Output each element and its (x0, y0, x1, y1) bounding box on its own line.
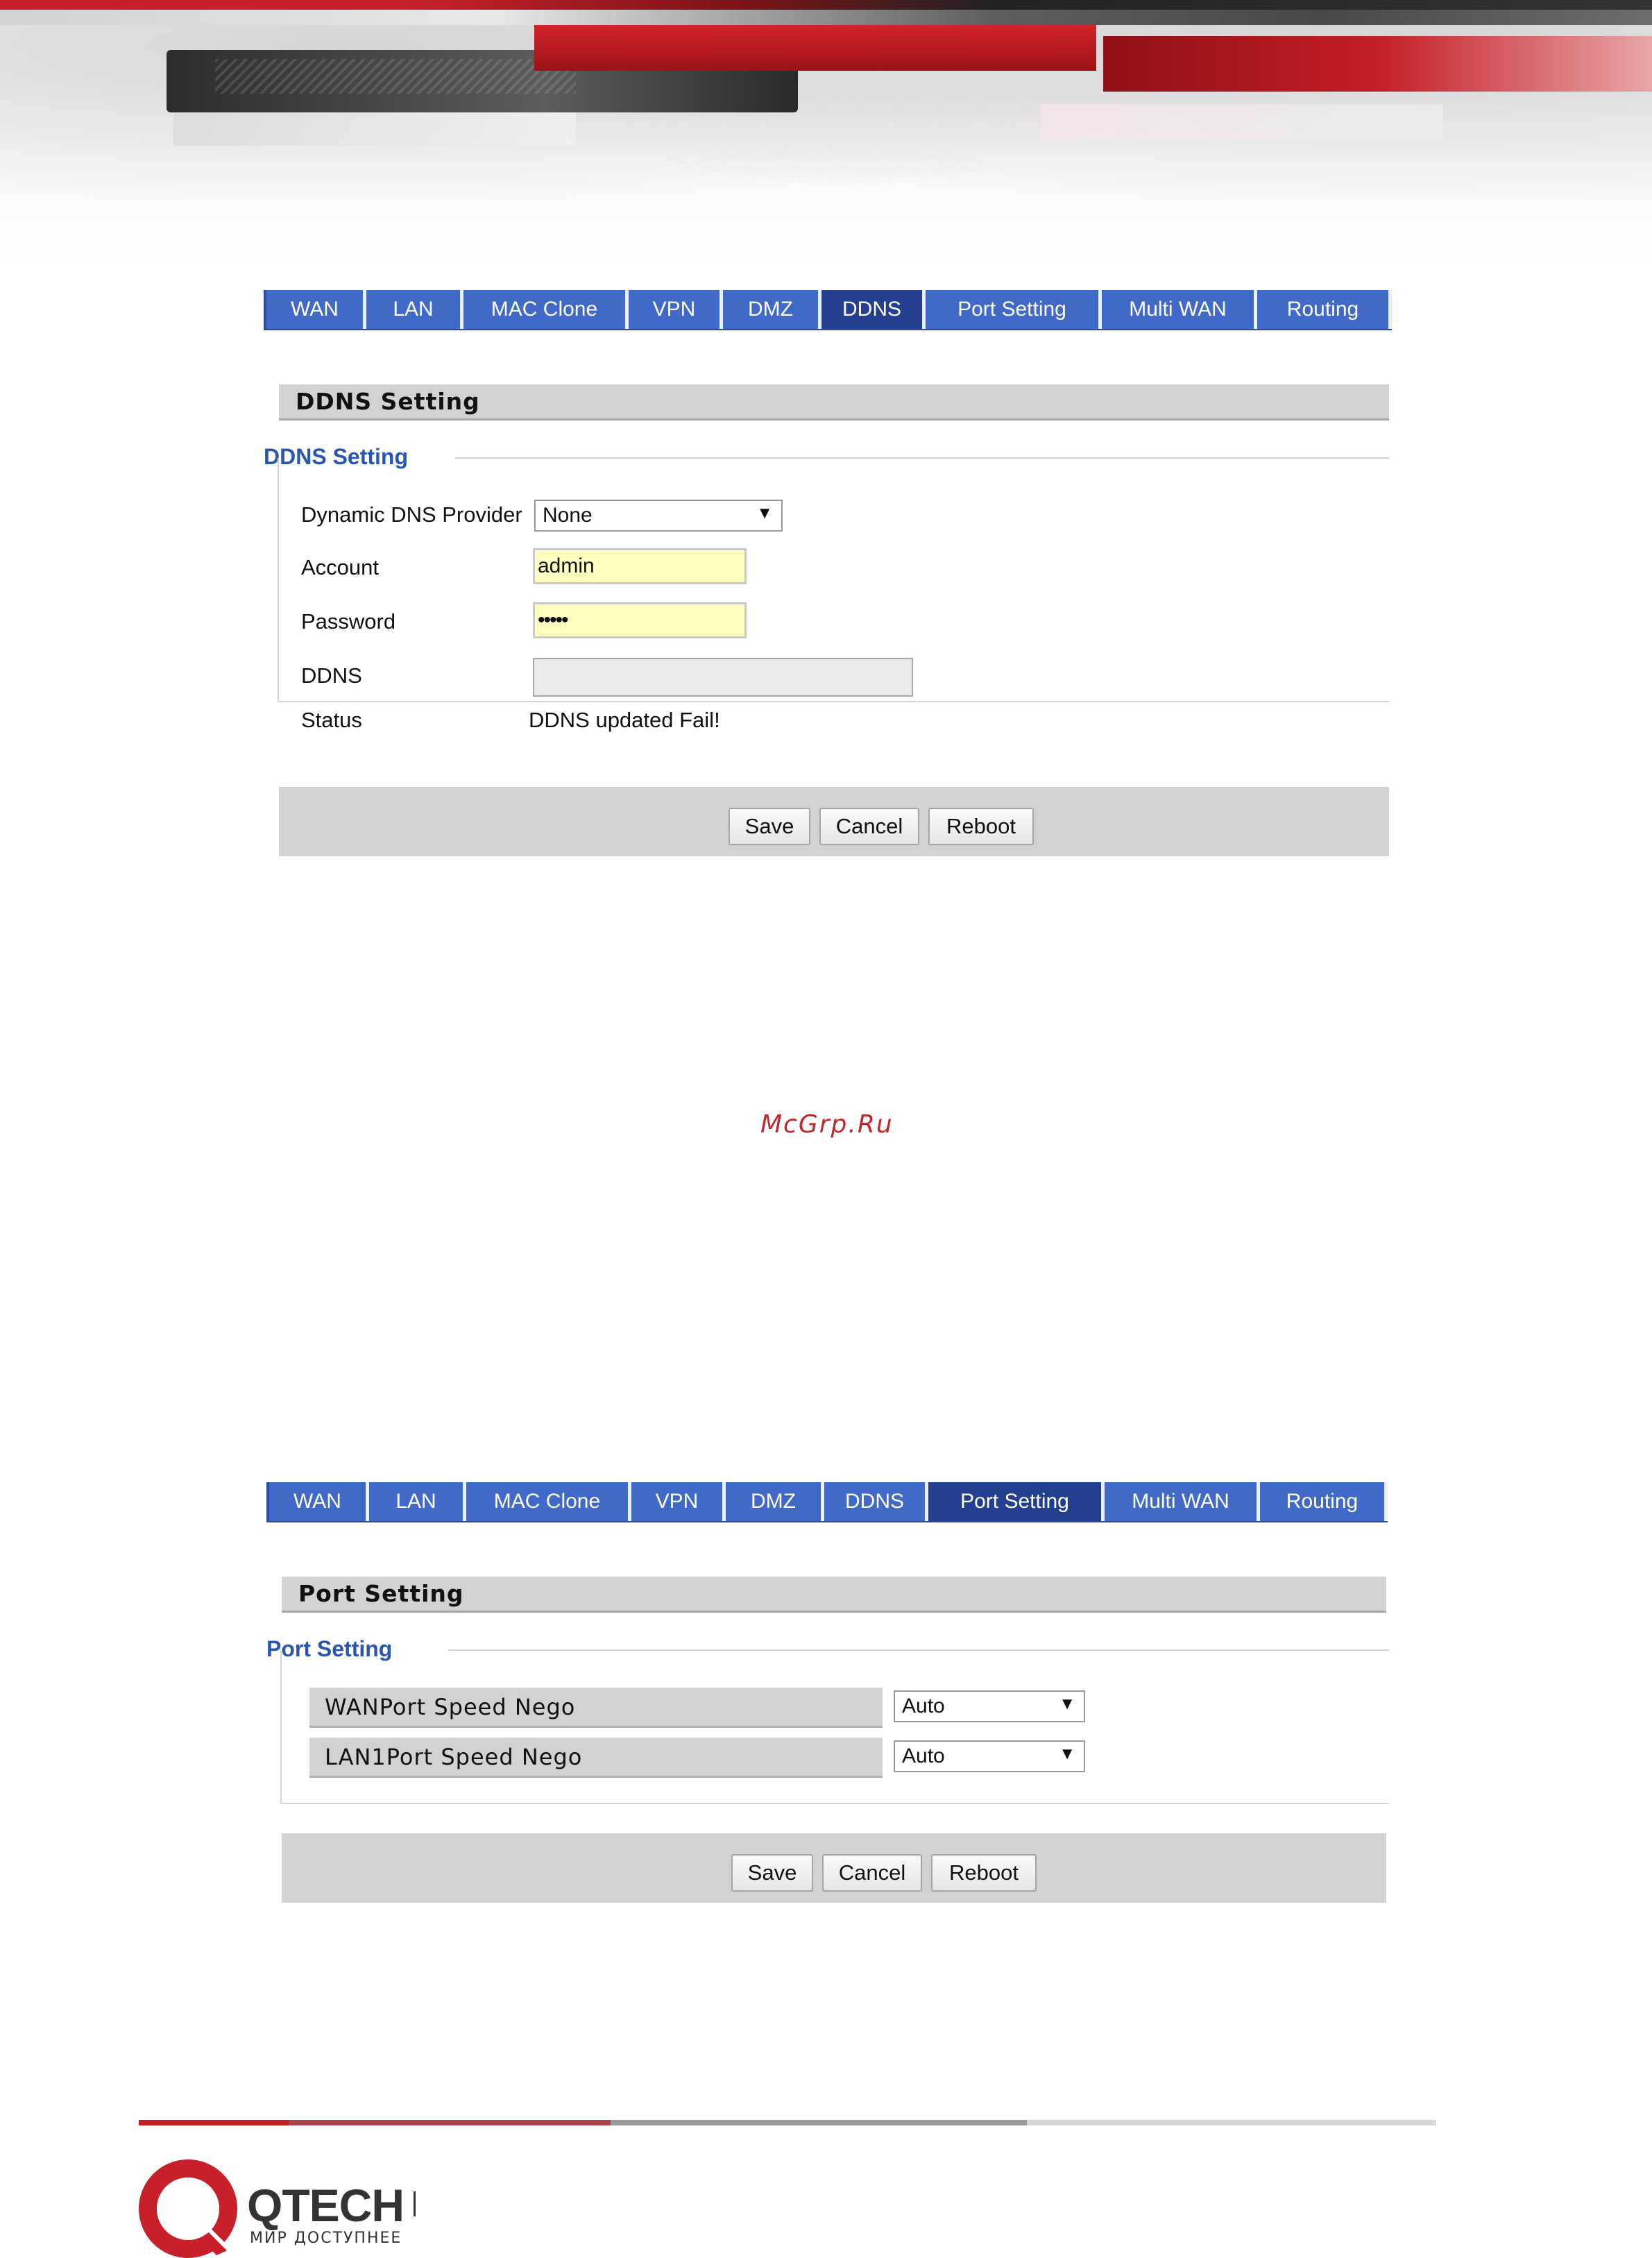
qtech-logo-icon (139, 2159, 237, 2258)
tab-wan[interactable]: WAN (266, 290, 366, 329)
tab-routing[interactable]: Routing (1257, 290, 1392, 329)
footer-line-red (139, 2120, 289, 2125)
port-panel (266, 1482, 1389, 1905)
ddns-label: DDNS (301, 663, 362, 688)
tab-multi-wan[interactable]: Multi WAN (1105, 1482, 1260, 1521)
port-row-label: WANPort Speed Nego (309, 1688, 883, 1728)
reboot-button[interactable]: Reboot (931, 1854, 1037, 1892)
tab-port-setting[interactable]: Port Setting (928, 1482, 1105, 1521)
tab-multi-wan[interactable]: Multi WAN (1102, 290, 1257, 329)
fieldset-legend: DDNS Setting (264, 444, 408, 469)
password-label: Password (301, 609, 396, 634)
tab-bar (266, 1482, 1388, 1522)
footer-line-mauve (289, 2120, 611, 2125)
watermark: McGrp.Ru (760, 1110, 894, 1139)
tab-wan[interactable]: WAN (269, 1482, 369, 1521)
tab-routing[interactable]: Routing (1260, 1482, 1388, 1521)
save-button[interactable]: Save (731, 1854, 813, 1892)
tab-dmz[interactable]: DMZ (723, 290, 821, 329)
tab-lan[interactable]: LAN (366, 290, 463, 329)
reboot-button[interactable]: Reboot (928, 808, 1034, 845)
wan-speed-select[interactable] (894, 1690, 1085, 1722)
tab-port-setting[interactable]: Port Setting (926, 290, 1102, 329)
save-button[interactable]: Save (729, 808, 810, 845)
password-input[interactable]: ••••• (533, 602, 747, 638)
button-bar (282, 1833, 1386, 1903)
lan1-speed-select[interactable] (894, 1740, 1085, 1772)
fieldset-legend: Port Setting (266, 1636, 393, 1661)
page-header-banner (0, 0, 1652, 264)
footer-line-gray (611, 2120, 1027, 2125)
chevron-down-icon: ▼ (756, 504, 773, 523)
tab-mac-clone[interactable]: MAC Clone (466, 1482, 631, 1521)
provider-select[interactable] (534, 500, 783, 532)
ddns-panel (264, 290, 1389, 859)
provider-value: None (543, 504, 593, 527)
chevron-down-icon: ▼ (1059, 1695, 1075, 1713)
footer-line-light (1027, 2120, 1436, 2125)
select-value: Auto (902, 1745, 945, 1767)
brand-name: QTECH (247, 2180, 404, 2231)
tab-ddns[interactable]: DDNS (821, 290, 926, 329)
account-label: Account (301, 555, 380, 579)
status-value: DDNS updated Fail! (529, 708, 720, 732)
tab-ddns[interactable]: DDNS (824, 1482, 928, 1521)
port-row-label: LAN1Port Speed Nego (309, 1738, 883, 1778)
footer-separator (414, 2191, 416, 2216)
account-input[interactable]: admin (533, 548, 747, 584)
section-title: Port Setting (282, 1577, 1386, 1613)
provider-label: Dynamic DNS Provider (301, 502, 522, 527)
status-label: Status (301, 708, 362, 732)
button-bar (279, 787, 1389, 856)
chevron-down-icon: ▼ (1059, 1745, 1075, 1763)
cancel-button[interactable]: Cancel (819, 808, 919, 845)
cancel-button[interactable]: Cancel (822, 1854, 922, 1892)
tab-vpn[interactable]: VPN (629, 290, 723, 329)
tab-mac-clone[interactable]: MAC Clone (463, 290, 629, 329)
section-title: DDNS Setting (279, 384, 1389, 421)
brand-tagline: МИР ДОСТУПНЕЕ (250, 2230, 402, 2247)
tab-bar (264, 290, 1392, 330)
tab-lan[interactable]: LAN (369, 1482, 466, 1521)
tab-vpn[interactable]: VPN (631, 1482, 726, 1521)
ddns-domain-input[interactable] (533, 658, 913, 697)
tab-dmz[interactable]: DMZ (726, 1482, 824, 1521)
select-value: Auto (902, 1695, 945, 1717)
